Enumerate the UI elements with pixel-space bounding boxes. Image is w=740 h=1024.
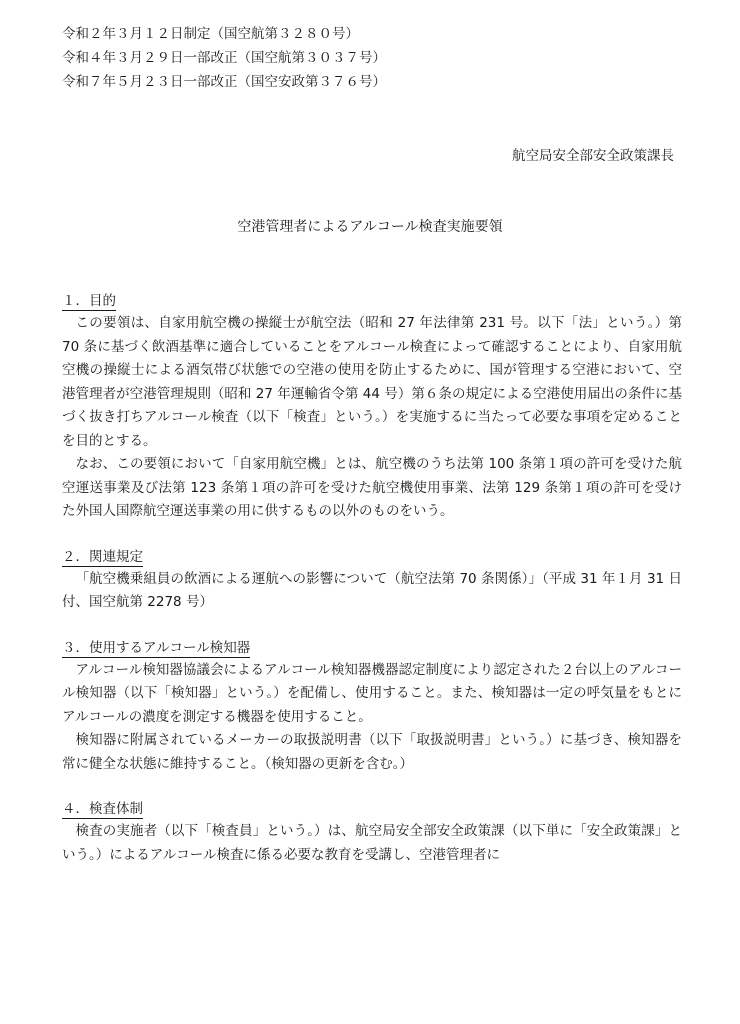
section-spacer [62,524,682,546]
section-heading-related-rules [62,546,682,568]
section-heading-purpose [62,290,682,312]
paragraph: アルコール検知器協議会によるアルコール検知器機器認定制度により認定された２台以上のアルコール検知器（以下「検知器」という。）を配備し、使用すること。また、検知器は一定の呼気量をもとにアルコールの濃度を測定する機器を使用すること。 [62,661,682,725]
revision-line: 令和７年５月２３日一部改正（国空安政第３７６号） [62,74,386,90]
revision-history [62,22,386,94]
section-heading-text: １．目的 [62,293,116,309]
section-heading-detector [62,637,682,659]
paragraph: 検知器に附属されているメーカーの取扱説明書（以下「取扱説明書」という。）に基づき、検知器を常に健全な状態に維持すること。（検知器の更新を含む。） [62,732,682,772]
paragraph: 検査の実施者（以下「検査員」という。）は、航空局安全部安全政策課（以下単に「安全政策課」という。）によるアルコール検査に係る必要な教育を受講し、空港管理者に [62,823,682,863]
section-heading-inspection-system [62,798,682,820]
section-heading-text: ３．使用するアルコール検知器 [62,639,251,656]
paragraph: なお、この要領において「自家用航空機」とは、航空機のうち法第 100 条第１項の許可を受けた航空運送事業及び法第 123 条第１項の許可を受けた航空機使用事業、法第 129 条第１項の許可を受けた外国人国際航空運送事業の用に供するもの以外のものをいう。 [62,456,682,519]
revision-line: 令和２年３月１２日制定（国空航第３２８０号） [62,26,359,42]
document-body [62,290,682,867]
document-title: 空港管理者によるアルコール検査実施要領 [237,219,503,235]
paragraph: この要領は、自家用航空機の操縦士が航空法（昭和 27 年法律第 231 号。以下「法」という。）第 70 条に基づく飲酒基準に適合していることをアルコール検査によって確認することにより、自家用航空機の操縦士による酒気帯び状態での空港の使用を防止するために、国が管理する空港において、空港管理者が空港管理規則（昭和 27 年運輸省令第 44 号）第６条の規定による空港使用届出の条件に基づく抜き打ちアルコール検査（以下「検査」という。）を実施するに当たって必要な事項を定めることを目的とする。 [62,315,682,449]
issuer: 航空局安全部安全政策課長 [512,148,674,164]
section-heading-text: ２．関連規定 [62,548,143,565]
revision-line: 令和４年３月２９日一部改正（国空航第３０３７号） [62,50,386,66]
section-heading-text: ４．検査体制 [62,801,143,817]
section-spacer [62,615,682,637]
section-spacer [62,776,682,798]
paragraph: 「航空機乗組員の飲酒による運航への影響について（航空法第 70 条関係）」（平成 31 年１月 31 日付、国空航第 2278 号） [62,570,682,610]
